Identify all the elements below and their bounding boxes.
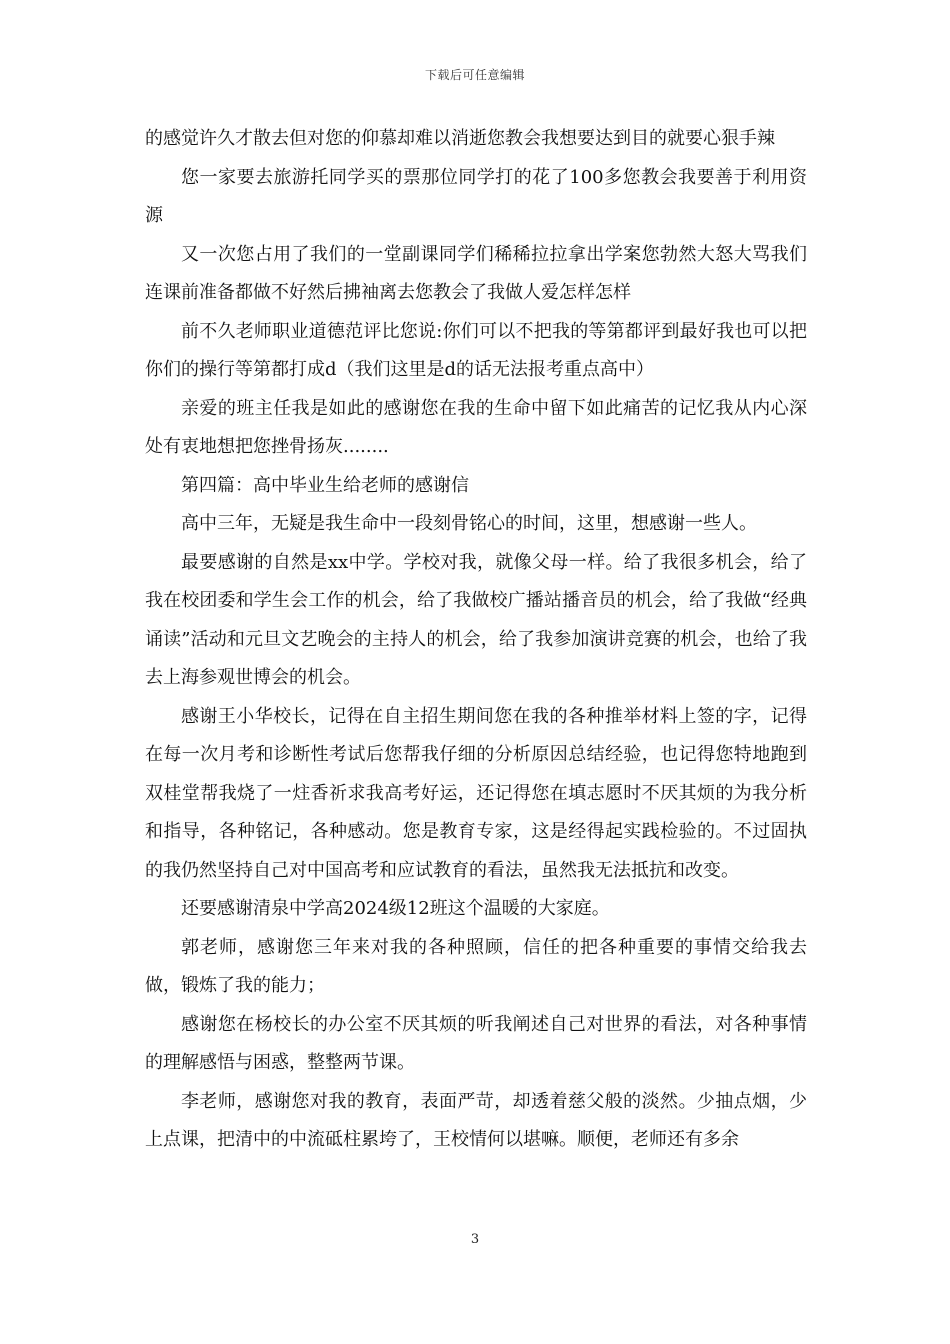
paragraph: 前不久老师职业道德范评比您说:你们可以不把我的等第都评到最好我也可以把你们的操行等第都打成d（我们这里是d的话无法报考重点高中） — [145, 320, 807, 380]
paragraph: 又一次您占用了我们的一堂副课同学们稀稀拉拉拿出学案您勃然大怒大骂我们连课前准备都做不好然后拂袖离去您教会了我做人爱怎样怎样 — [145, 243, 807, 303]
paragraph: 感谢您在杨校长的办公室不厌其烦的听我阐述自己对世界的看法，对各种事情的理解感悟与困惑，整整两节课。 — [145, 1013, 807, 1073]
document-body — [145, 120, 807, 1160]
section-heading: 第四篇：高中毕业生给老师的感谢信 — [181, 474, 469, 496]
paragraph: 郭老师，感谢您三年来对我的各种照顾，信任的把各种重要的事情交给我去做，锻炼了我的能力； — [145, 936, 807, 996]
paragraph: 李老师，感谢您对我的教育，表面严苛，却透着慈父般的淡然。少抽点烟，少上点课，把清中的中流砥柱累垮了，王校情何以堪嘛。顺便，老师还有多余 — [145, 1090, 807, 1150]
paragraph-continued: 的感觉许久才散去但对您的仰慕却难以消逝您教会我想要达到目的就要心狠手辣 — [145, 128, 775, 149]
paragraph: 感谢王小华校长，记得在自主招生期间您在我的各种推举材料上签的字，记得在每一次月考和诊断性考试后您帮我仔细的分析原因总结经验，也记得您特地跑到双桂堂帮我烧了一炷香祈求我高考好运，还记得您在填志愿时不厌其烦的为我分析和指导，各种铭记，各种感动。您是教育专家，这是经得起实践检验的。不过固执的我仍然坚持自己对中国高考和应试教育的看法，虽然我无法抵抗和改变。 — [145, 705, 807, 881]
page-header: 下载后可任意编辑 — [424, 68, 525, 82]
paragraph: 最要感谢的自然是xx中学。学校对我，就像父母一样。给了我很多机会，给了我在校团委和学生会工作的机会，给了我做校广播站播音员的机会，给了我做“经典诵读”活动和元旦文艺晚会的主持人的机会，给了我参加演讲竞赛的机会，也给了我去上海参观世博会的机会。 — [145, 551, 807, 688]
paragraph: 还要感谢清泉中学高2024级12班这个温暖的大家庭。 — [181, 898, 610, 919]
page-number: 3 — [470, 1232, 480, 1247]
paragraph: 高中三年，无疑是我生命中一段刻骨铭心的时间，这里，想感谢一些人。 — [181, 513, 757, 534]
paragraph: 您一家要去旅游托同学买的票那位同学打的花了100多您教会我要善于利用资源 — [145, 166, 807, 226]
paragraph: 亲爱的班主任我是如此的感谢您在我的生命中留下如此痛苦的记忆我从内心深处有衷地想把您挫骨扬灰........ — [145, 397, 807, 457]
